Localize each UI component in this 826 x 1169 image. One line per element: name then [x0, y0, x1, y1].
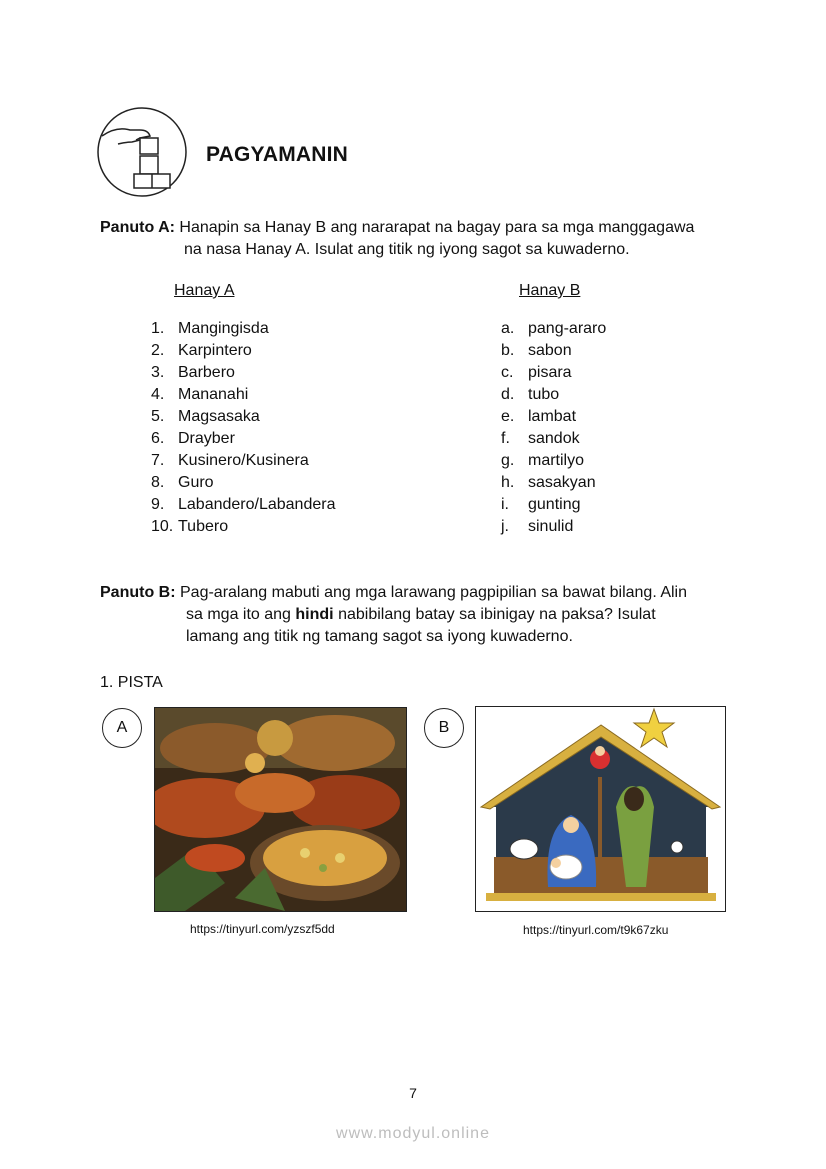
list-item: d. tubo	[501, 386, 560, 403]
list-item: a. pang-araro	[501, 320, 607, 337]
list-item: 8. Guro	[151, 474, 214, 491]
list-item: 4. Mananahi	[151, 386, 249, 403]
instruction-b: Panuto B: Pag-aralang mabuti ang mga larawang pagpipilian sa bawat bilang. Alin sa mga ito ang hindi nabibilang batay sa ibinigay na paksa? Isulat lamang ang titik ng tamang sagot sa iyong kuwaderno.	[100, 584, 687, 645]
image-a-url: https://tinyurl.com/yzszf5dd	[190, 922, 335, 936]
choice-a-marker: A	[102, 708, 142, 748]
nativity-scene-image	[475, 706, 726, 912]
hanay-a-list	[151, 318, 335, 538]
instruction-a-line1: Hanapin sa Hanay B ang nararapat na bagay para sa mga manggagawa	[179, 219, 695, 236]
instruction-b-label: Panuto B:	[100, 584, 176, 601]
choice-b-marker: B	[424, 708, 464, 748]
hanay-b-list	[501, 318, 606, 538]
watermark: www.modyul.online	[336, 1125, 490, 1142]
list-item: 5. Magsasaka	[151, 408, 260, 425]
list-item: 10. Tubero	[151, 518, 229, 535]
list-item: i. gunting	[501, 496, 581, 513]
emphasis-word: hindi	[295, 606, 334, 623]
list-item: 7. Kusinero/Kusinera	[151, 452, 309, 469]
hanay-b-header: Hanay B	[519, 282, 581, 299]
hanay-a-header: Hanay A	[174, 282, 235, 299]
feast-food-image	[154, 707, 407, 912]
list-item: 3. Barbero	[151, 364, 235, 381]
list-item: h. sasakyan	[501, 474, 596, 491]
list-item: 2. Karpintero	[151, 342, 252, 359]
image-b-url: https://tinyurl.com/t9k67zku	[523, 923, 669, 937]
list-item: b. sabon	[501, 342, 572, 359]
hand-blocks-logo-icon	[96, 106, 188, 198]
page-number: 7	[409, 1085, 417, 1101]
instruction-a-label: Panuto A:	[100, 219, 175, 236]
instruction-a	[100, 217, 694, 261]
list-item: j. sinulid	[501, 518, 574, 535]
list-item: e. lambat	[501, 408, 577, 425]
instruction-a-line2: na nasa Hanay A. Isulat ang titik ng iyong sagot sa kuwaderno.	[184, 241, 630, 258]
list-item: 6. Drayber	[151, 430, 235, 447]
section-title: PAGYAMANIN	[206, 143, 349, 166]
list-item: 1. Mangingisda	[151, 320, 269, 337]
list-item: c. pisara	[501, 364, 572, 381]
list-item: 9. Labandero/Labandera	[151, 496, 336, 513]
question-title: 1. PISTA	[100, 674, 163, 691]
list-item: g. martilyo	[501, 452, 585, 469]
list-item: f. sandok	[501, 430, 580, 447]
